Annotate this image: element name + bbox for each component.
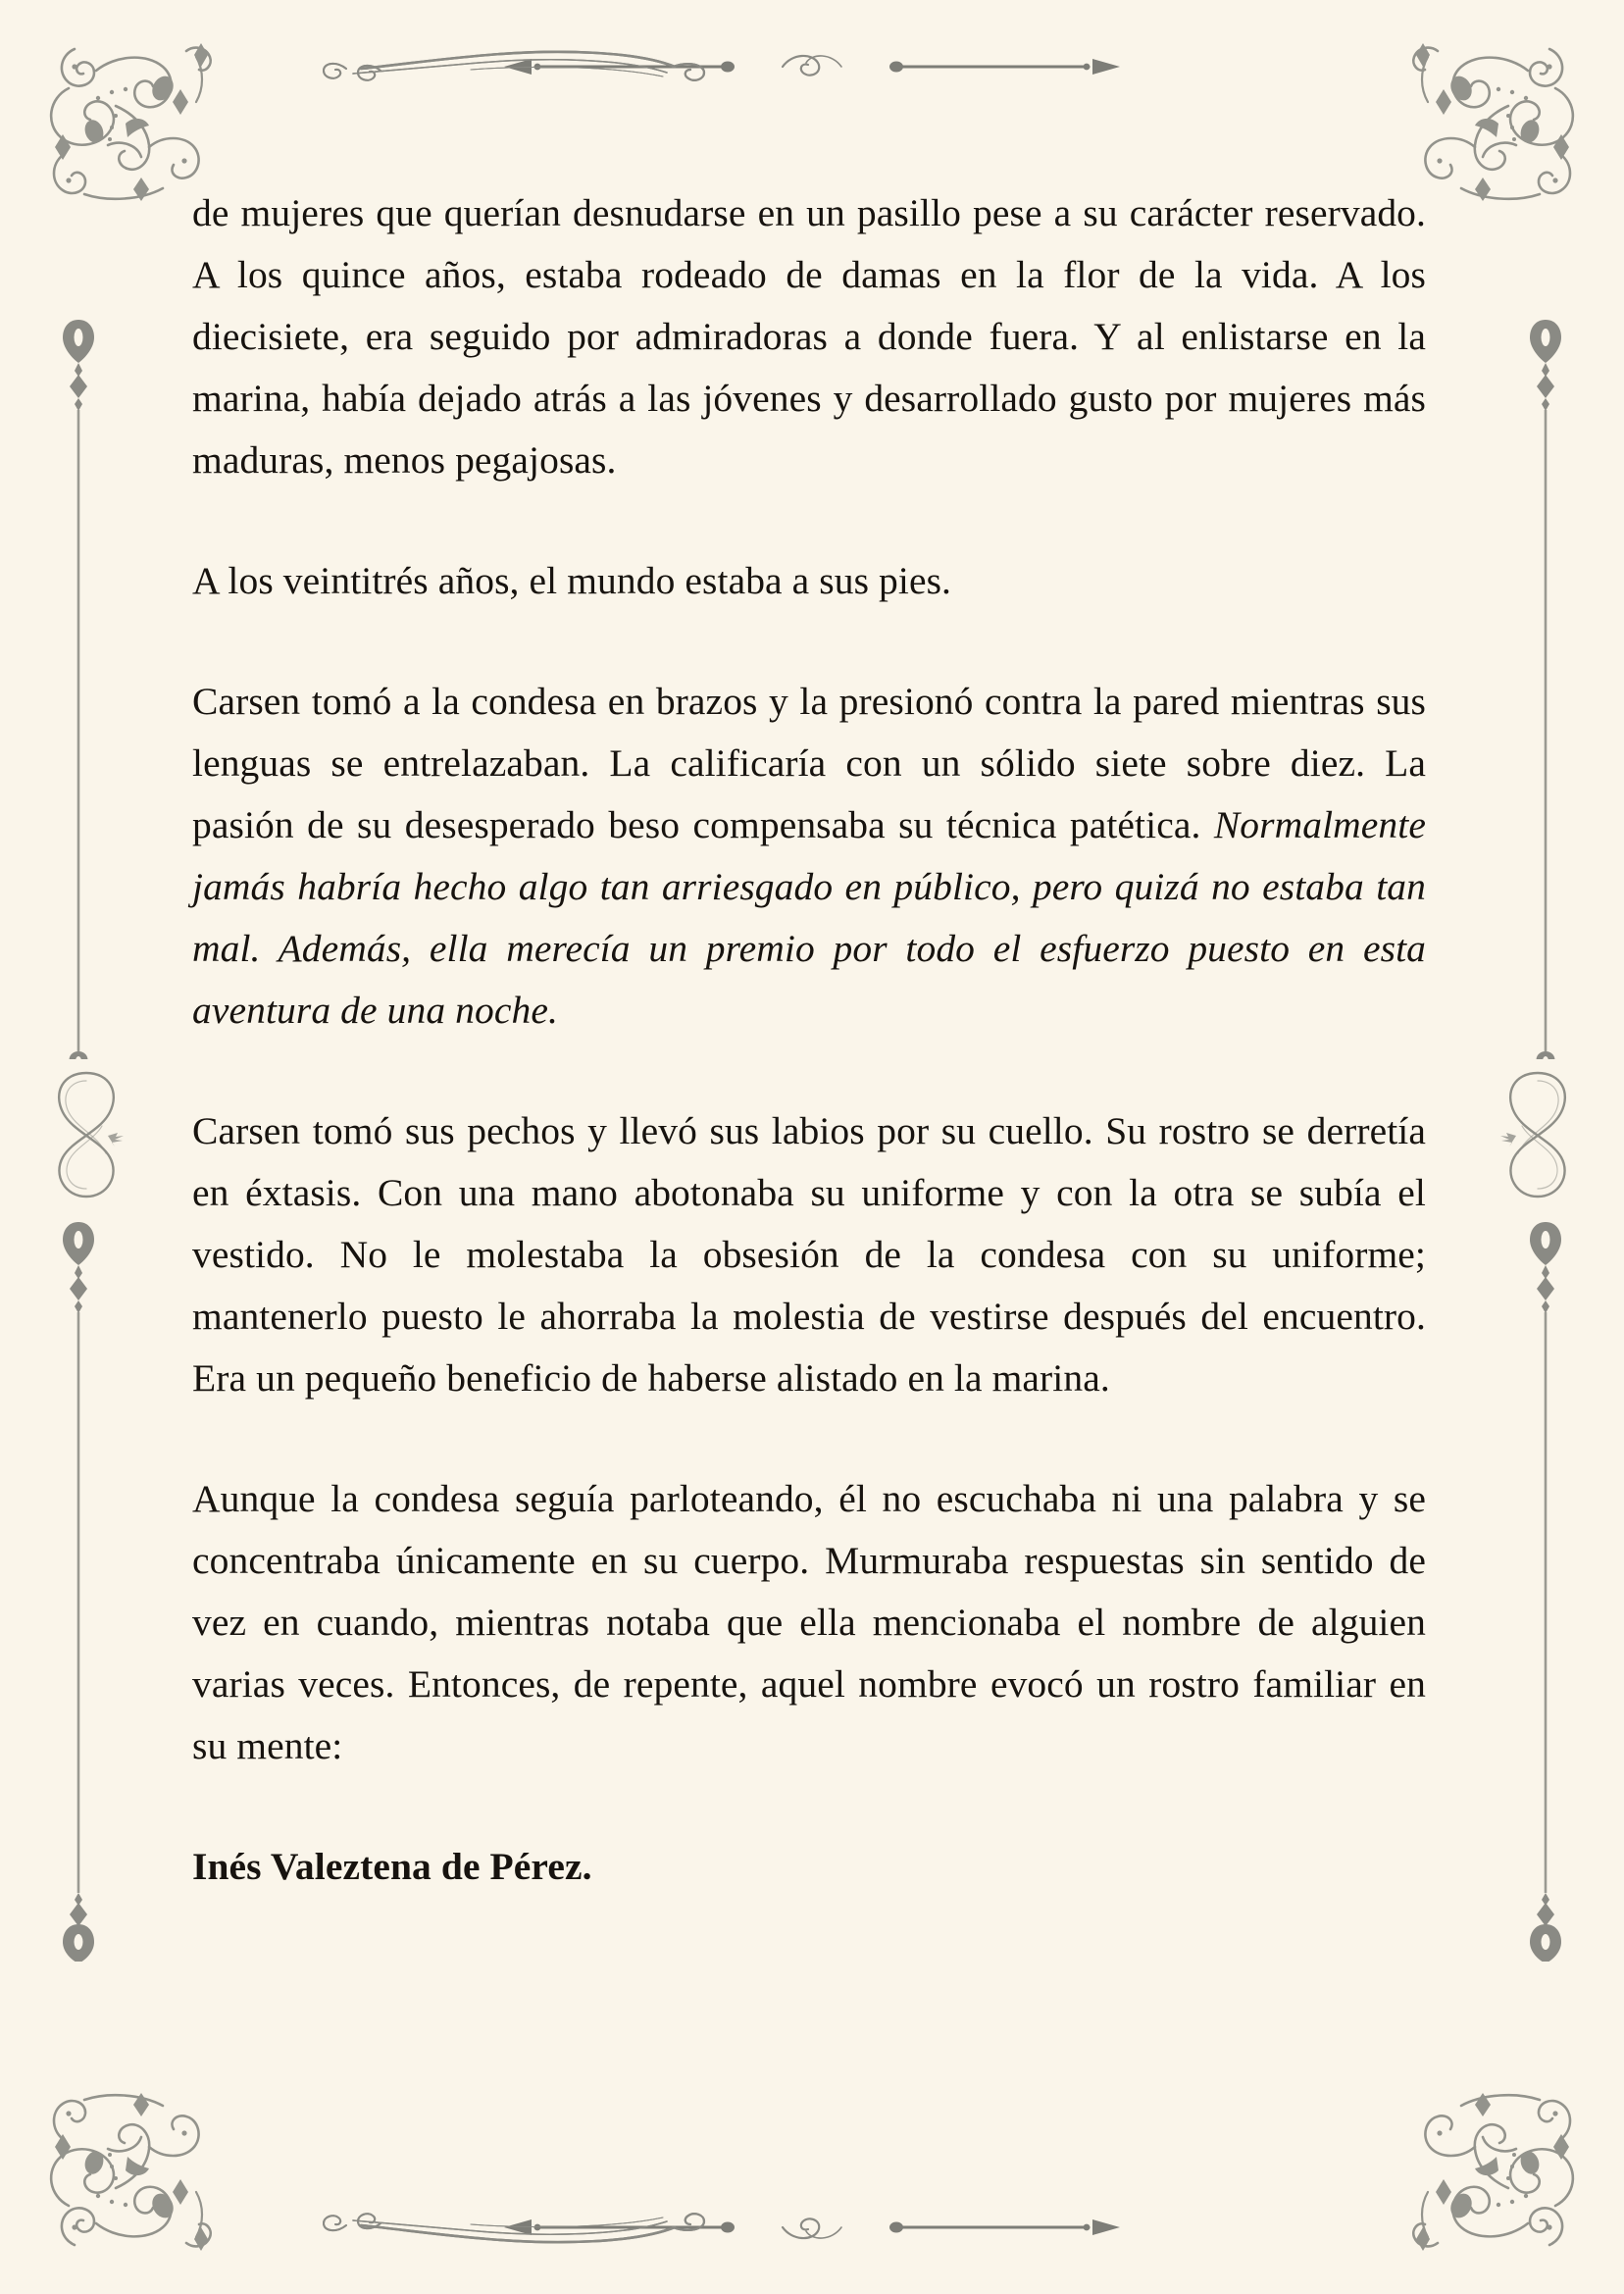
corner-flourish-top-right-icon bbox=[1408, 37, 1585, 209]
corner-flourish-top-left-icon bbox=[39, 37, 216, 209]
character-name-text: Inés Valeztena de Pérez. bbox=[192, 1845, 592, 1888]
body-text-column bbox=[192, 182, 1426, 1898]
side-rail-left-lower-ornament bbox=[61, 1216, 96, 1962]
paragraph-5-text: Aunque la condesa seguía parloteando, él no escuchaba ni una palabra y se concentraba únicamente en su cuerpo. Murmuraba respuestas sin sentido de vez en cuando, mientras notaba que ella mencionaba el nombre de alguien varias veces. Entonces, de repente, aquel nombre evocó un rostro familiar en su mente: bbox=[192, 1477, 1426, 1767]
border-top-flourish-ornament bbox=[322, 43, 1302, 88]
border-bottom-flourish-ornament bbox=[322, 2206, 1302, 2251]
paragraph-3-text-regular: Carsen tomó a la condesa en brazos y la presionó contra la pared mientras sus lenguas se entrelazaban. La calificaría con un sólido siete sobre diez. La pasión de su desesperado beso compensaba su técnica patética. bbox=[192, 680, 1426, 846]
corner-flourish-bottom-left-icon bbox=[39, 2085, 216, 2257]
corner-flourish-bottom-right-icon bbox=[1408, 2085, 1585, 2257]
paragraph-2 bbox=[192, 550, 1426, 612]
figure-eight-knot-left-ornament bbox=[47, 1059, 126, 1206]
side-rail-right-upper-ornament bbox=[1528, 314, 1563, 1059]
paragraph-3-text-italic: Normalmente jamás habría hecho algo tan arriesgado en público, pero quizá no estaba tan mal. Además, ella merecía un premio por todo el esfuerzo puesto en esta aventura de una noche. bbox=[192, 803, 1426, 1032]
figure-eight-knot-right-ornament bbox=[1498, 1059, 1577, 1206]
paragraph-1 bbox=[192, 182, 1426, 491]
side-rail-right-lower-ornament bbox=[1528, 1216, 1563, 1962]
character-name-line bbox=[192, 1836, 1426, 1898]
paragraph-3 bbox=[192, 671, 1426, 1042]
paragraph-5 bbox=[192, 1468, 1426, 1777]
paragraph-2-text: A los veintitrés años, el mundo estaba a sus pies. bbox=[192, 559, 952, 602]
side-rail-left-upper-ornament bbox=[61, 314, 96, 1059]
paragraph-4 bbox=[192, 1100, 1426, 1409]
paragraph-1-text: de mujeres que querían desnudarse en un pasillo pese a su carácter reservado. A los quince años, estaba rodeado de damas en la flor de la vida. A los diecisiete, era seguido por admiradoras a donde fuera. Y al enlistarse en la marina, había dejado atrás a las jóvenes y desarrollado gusto por mujeres más maduras, menos pegajosas. bbox=[192, 191, 1426, 482]
paragraph-4-text: Carsen tomó sus pechos y llevó sus labios por su cuello. Su rostro se derretía en éxtasis. Con una mano abotonaba su uniforme y con la otra se subía el vestido. No le molestaba la obsesión de la condesa con su uniforme; mantenerlo puesto le ahorraba la molestia de vestirse después del encuentro. Era un pequeño beneficio de haberse alistado en la marina. bbox=[192, 1109, 1426, 1400]
